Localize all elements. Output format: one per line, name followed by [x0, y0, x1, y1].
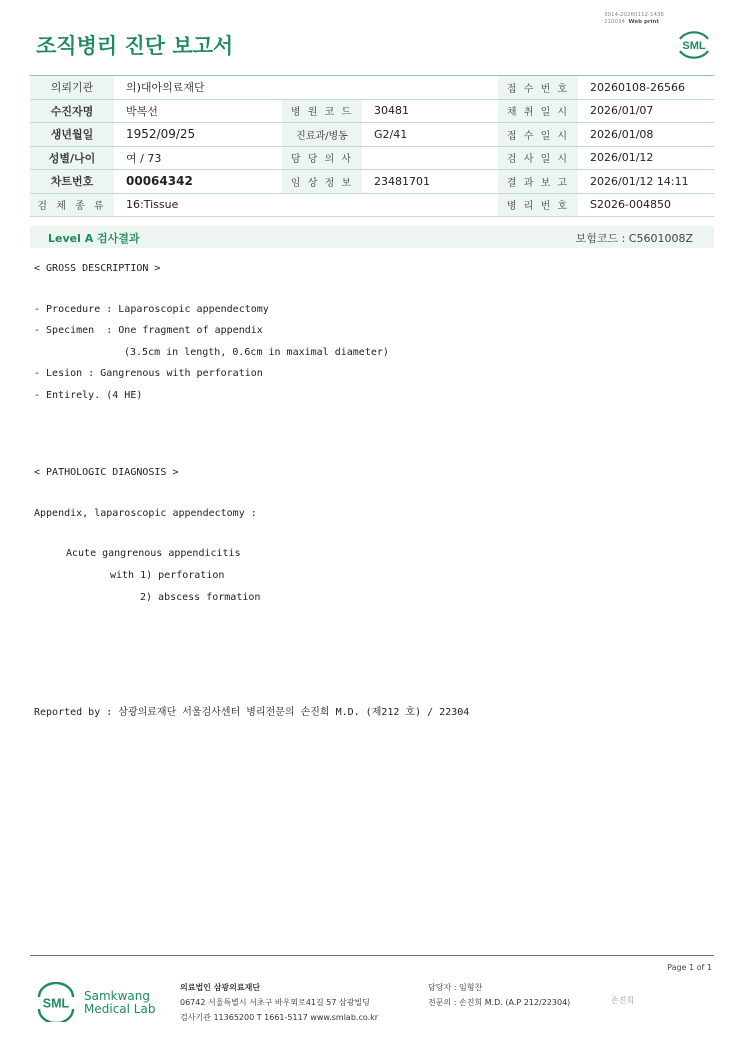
value-clinical-info: 23481701	[362, 170, 498, 194]
gross-line: - Entirely. (4 HE)	[34, 390, 143, 401]
diagnosis-line: 2) abscess formation	[140, 592, 261, 603]
footer-logo-text: SML	[42, 996, 70, 1011]
specialist-label: 전문의 :	[428, 998, 457, 1007]
label-requesting-institution: 의뢰기관	[30, 76, 114, 100]
label-sex-age: 성별/나이	[30, 146, 114, 170]
staff-name: 임형찬	[458, 983, 483, 992]
gross-line: - Specimen : One fragment of appendix	[34, 325, 263, 336]
value-receipt-date: 2026/01/08	[578, 123, 714, 147]
insurance-code: 보험코드 : C5601008Z	[575, 232, 693, 245]
web-print-label: Web print	[628, 19, 660, 25]
info-row	[30, 170, 714, 194]
value-pathology-number: S2026-004850	[578, 193, 714, 217]
gross-line: (3.5cm in length, 0.6cm in maximal diameter)	[124, 347, 389, 358]
label-birth-date: 생년월일	[30, 123, 114, 147]
value-test-date: 2026/01/12	[578, 146, 714, 170]
value-patient-name: 박복선	[114, 99, 282, 123]
label-pathology-number: 병 리 번 호	[498, 193, 578, 217]
value-birth-date: 1952/09/25	[114, 123, 282, 147]
sml-footer-logo-icon	[36, 982, 76, 1022]
info-row	[30, 76, 714, 100]
label-receipt-date: 접 수 일 시	[498, 123, 578, 147]
diagnosis-line: Acute gangrenous appendicitis	[66, 548, 241, 559]
label-clinical-info: 임 상 정 보	[282, 170, 362, 194]
value-accession-number: 20260108-26566	[578, 76, 714, 100]
info-row	[30, 146, 714, 170]
brand-line1: Samkwang	[84, 989, 150, 1003]
print-meta	[604, 12, 664, 26]
label-department-ward: 진료과/병동	[282, 123, 362, 147]
footer-address: 06742 서울특별시 서초구 바우뫼로41길 57 삼광빌딩	[180, 998, 370, 1007]
reported-by: Reported by : 삼광의료재단 서울검사센터 병리전문의 손진희 M.D. (제212 호) / 22304	[34, 707, 470, 718]
signature: 손진희	[611, 996, 635, 1005]
value-hospital-code: 30481	[362, 99, 498, 123]
level-label: Level A 검사결과	[48, 232, 140, 245]
diagnosis-heading: < PATHOLOGIC DIAGNOSIS >	[34, 467, 179, 478]
value-collection-date: 2026/01/07	[578, 99, 714, 123]
footer-staff-block	[428, 980, 570, 1010]
label-result-report: 결 과 보 고	[498, 170, 578, 194]
label-attending-doctor: 담 당 의 사	[282, 146, 362, 170]
sml-logo-icon	[676, 26, 712, 62]
diagnosis-line: Appendix, laparoscopic appendectomy :	[34, 508, 257, 519]
label-accession-number: 접 수 번 호	[498, 76, 578, 100]
label-hospital-code: 병 원 코 드	[282, 99, 362, 123]
value-sex-age: 여 / 73	[114, 146, 282, 170]
gross-heading: < GROSS DESCRIPTION >	[34, 263, 161, 274]
brand-line2: Medical Lab	[84, 1002, 156, 1016]
patient-info-table	[30, 75, 714, 217]
label-chart-number: 차트번호	[30, 170, 114, 194]
value-chart-number: 00064342	[114, 170, 282, 194]
print-meta-line1: 3014-20260112-1436	[604, 12, 664, 18]
report-title: 조직병리 진단 보고서	[36, 34, 234, 58]
footer-org-block	[180, 980, 378, 1025]
footer-org: 의료법인 삼광의료재단	[180, 983, 261, 992]
label-test-date: 검 사 일 시	[498, 146, 578, 170]
info-row	[30, 193, 714, 217]
gross-line: - Lesion : Gangrenous with perforation	[34, 368, 263, 379]
label-patient-name: 수진자명	[30, 99, 114, 123]
footer-contact: 검사기관 11365200 T 1661-5117 www.smlab.co.kr	[180, 1013, 379, 1022]
value-specimen-type: 16:Tissue	[114, 193, 498, 217]
value-requesting-institution: 의)대아의료재단	[114, 76, 498, 100]
print-meta-line2: 210034	[604, 19, 625, 25]
info-row	[30, 99, 714, 123]
diagnosis-line: with 1) perforation	[110, 570, 225, 581]
gross-line: - Procedure : Laparoscopic appendectomy	[34, 304, 269, 315]
staff-label: 담당자 :	[428, 983, 457, 992]
logo-text: SML	[682, 40, 706, 52]
page-number: Page 1 of 1	[667, 963, 712, 972]
specialist-name: 손진희 M.D. (A.P 212/22304)	[458, 998, 571, 1007]
value-result-report: 2026/01/12 14:11	[578, 170, 714, 194]
label-collection-date: 채 취 일 시	[498, 99, 578, 123]
footer-divider	[30, 955, 714, 956]
info-row	[30, 123, 714, 147]
brand-name	[84, 990, 155, 1016]
value-department-ward: G2/41	[362, 123, 498, 147]
value-attending-doctor	[362, 146, 498, 170]
label-specimen-type: 검 체 종 류	[30, 193, 114, 217]
